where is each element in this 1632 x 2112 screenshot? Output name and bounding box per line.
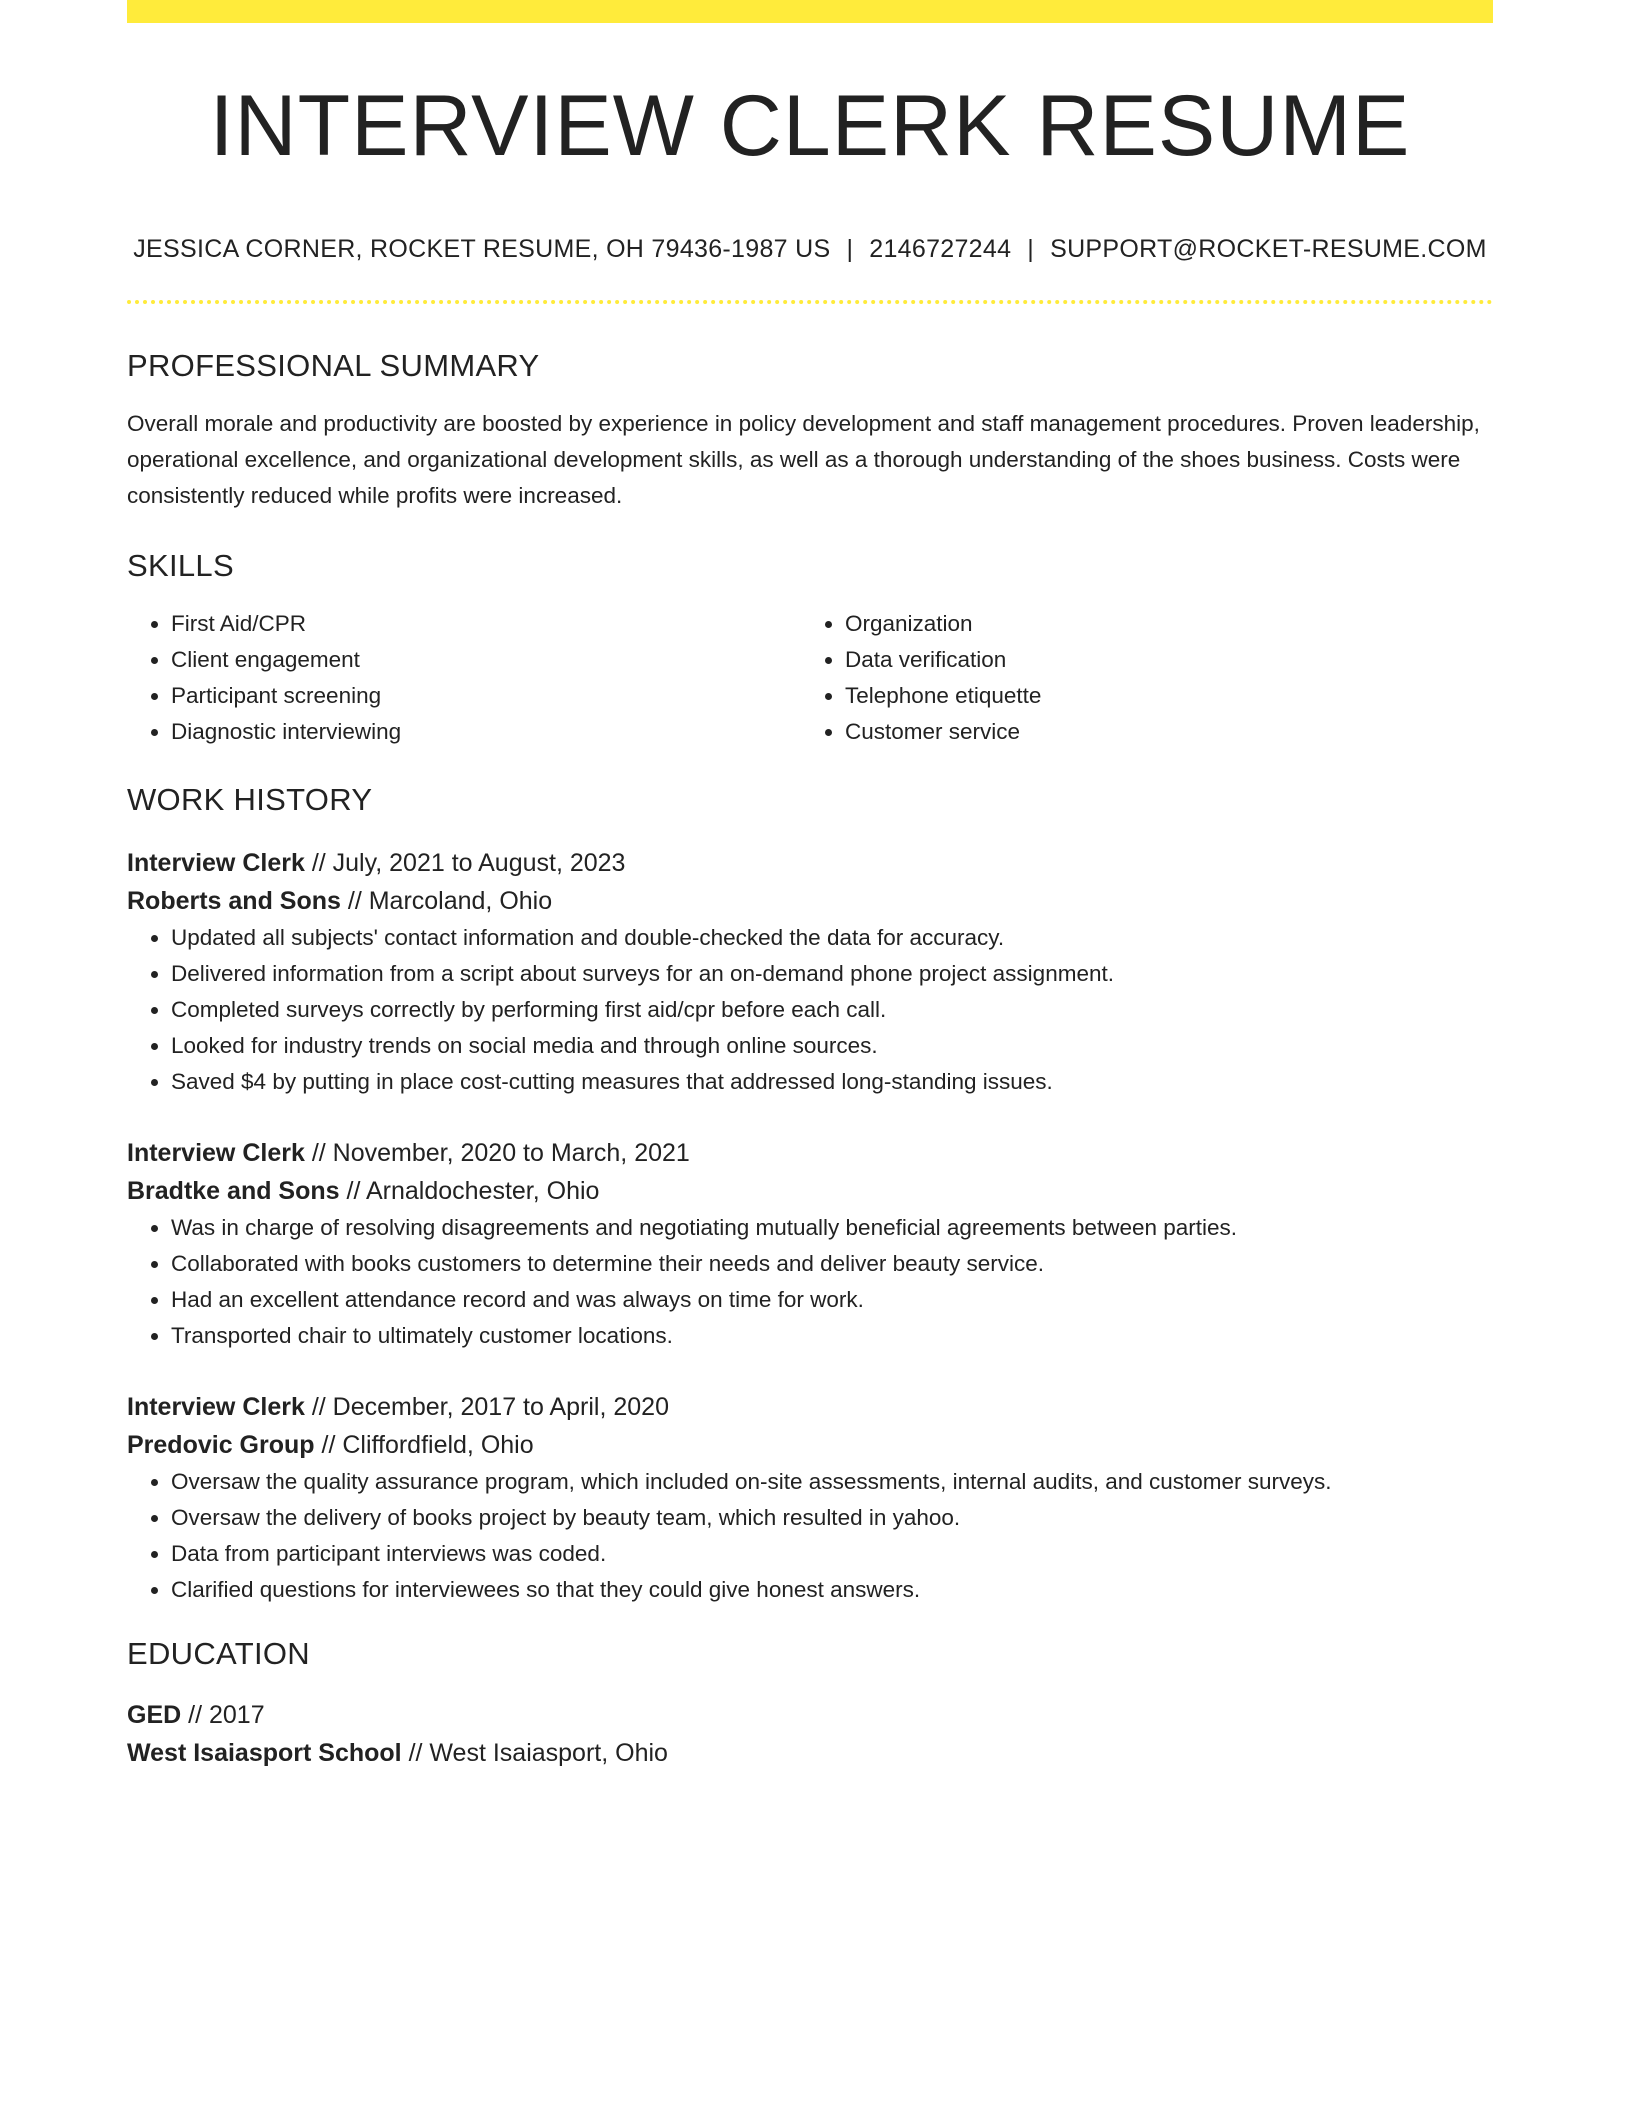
job-company: Bradtke and Sons (127, 1177, 340, 1205)
job-company-line (127, 1172, 1493, 1210)
job-title: Interview Clerk (127, 1139, 305, 1167)
job-location: // Cliffordfield, Ohio (321, 1431, 534, 1459)
job-entry (127, 1134, 1493, 1354)
job-dates: // December, 2017 to April, 2020 (311, 1393, 669, 1421)
contact-email: SUPPORT@ROCKET-RESUME.COM (1050, 235, 1487, 263)
job-company: Predovic Group (127, 1431, 315, 1459)
job-entry (127, 844, 1493, 1100)
skill-item: • First Aid/CPR (171, 606, 801, 642)
contact-separator: | (846, 235, 854, 263)
job-bullet: • Collaborated with books customers to determine their needs and deliver beauty service. (171, 1246, 1493, 1282)
summary-heading: PROFESSIONAL SUMMARY (127, 348, 540, 383)
job-bullet: • Clarified questions for interviewees so that they could give honest answers. (171, 1572, 1493, 1608)
education-entry (127, 1696, 1493, 1772)
skills-heading: SKILLS (127, 548, 234, 583)
education-school-line (127, 1734, 1493, 1772)
resume-title: INTERVIEW CLERK RESUME (209, 78, 1411, 174)
job-bullet: • Completed surveys correctly by performing first aid/cpr before each call. (171, 992, 1493, 1028)
education-heading: EDUCATION (127, 1636, 310, 1671)
skill-item: • Client engagement (171, 642, 801, 678)
job-bullet-list (127, 1464, 1493, 1608)
job-title-line (127, 1134, 1493, 1172)
skill-item: • Customer service (845, 714, 1493, 750)
job-company: Roberts and Sons (127, 887, 341, 915)
job-bullet: • Saved $4 by putting in place cost-cutting measures that addressed long-standing issues. (171, 1064, 1493, 1100)
resume-page (127, 0, 1493, 1772)
skill-item: • Telephone etiquette (845, 678, 1493, 714)
contact-address: JESSICA CORNER, ROCKET RESUME, OH 79436-1987 US (133, 235, 831, 263)
work-history-heading: WORK HISTORY (127, 782, 373, 817)
job-title: Interview Clerk (127, 849, 305, 877)
skills-grid (127, 606, 1493, 750)
skills-list-left (127, 606, 801, 750)
job-bullet: • Updated all subjects' contact information and double-checked the data for accuracy. (171, 920, 1493, 956)
education-school: West Isaiasport School (127, 1739, 402, 1767)
job-bullet: • Was in charge of resolving disagreements and negotiating mutually beneficial agreements between parties. (171, 1210, 1493, 1246)
skills-list-right (801, 606, 1493, 750)
skill-item: • Participant screening (171, 678, 801, 714)
dotted-divider (127, 300, 1493, 304)
education-degree: GED (127, 1701, 182, 1729)
job-bullet: • Oversaw the delivery of books project by beauty team, which resulted in yahoo. (171, 1500, 1493, 1536)
contact-separator: | (1027, 235, 1035, 263)
skill-item: • Data verification (845, 642, 1493, 678)
education-degree-line (127, 1696, 1493, 1734)
job-bullet: • Delivered information from a script about surveys for an on-demand phone project assignment. (171, 956, 1493, 992)
education-location: // West Isaiasport, Ohio (408, 1739, 668, 1767)
job-location: // Arnaldochester, Ohio (346, 1177, 600, 1205)
top-accent-bar (127, 0, 1493, 23)
job-bullet: • Transported chair to ultimately customer locations. (171, 1318, 1493, 1354)
job-dates: // November, 2020 to March, 2021 (311, 1139, 690, 1167)
job-title-line (127, 1388, 1493, 1426)
job-bullet-list (127, 1210, 1493, 1354)
job-entry (127, 1388, 1493, 1608)
job-bullet: • Oversaw the quality assurance program, which included on-site assessments, internal audits, and customer surveys. (171, 1464, 1493, 1500)
skill-item: • Diagnostic interviewing (171, 714, 801, 750)
job-location: // Marcoland, Ohio (347, 887, 553, 915)
job-title: Interview Clerk (127, 1393, 305, 1421)
contact-line (127, 235, 1493, 264)
job-company-line (127, 882, 1493, 920)
job-bullet: • Data from participant interviews was coded. (171, 1536, 1493, 1572)
skill-item: • Organization (845, 606, 1493, 642)
job-bullet-list (127, 920, 1493, 1100)
job-dates: // July, 2021 to August, 2023 (311, 849, 626, 877)
job-title-line (127, 844, 1493, 882)
job-bullet: • Had an excellent attendance record and was always on time for work. (171, 1282, 1493, 1318)
summary-text: Overall morale and productivity are boosted by experience in policy development and staff management procedures. Proven leadership, operational excellence, and organizational development skills, as well as a thorough understanding of the shoes business. Costs were consistently reduced while profits were increased. (127, 411, 1480, 508)
contact-phone: 2146727244 (869, 235, 1012, 263)
education-year: // 2017 (188, 1701, 265, 1729)
job-company-line (127, 1426, 1493, 1464)
job-bullet: • Looked for industry trends on social media and through online sources. (171, 1028, 1493, 1064)
